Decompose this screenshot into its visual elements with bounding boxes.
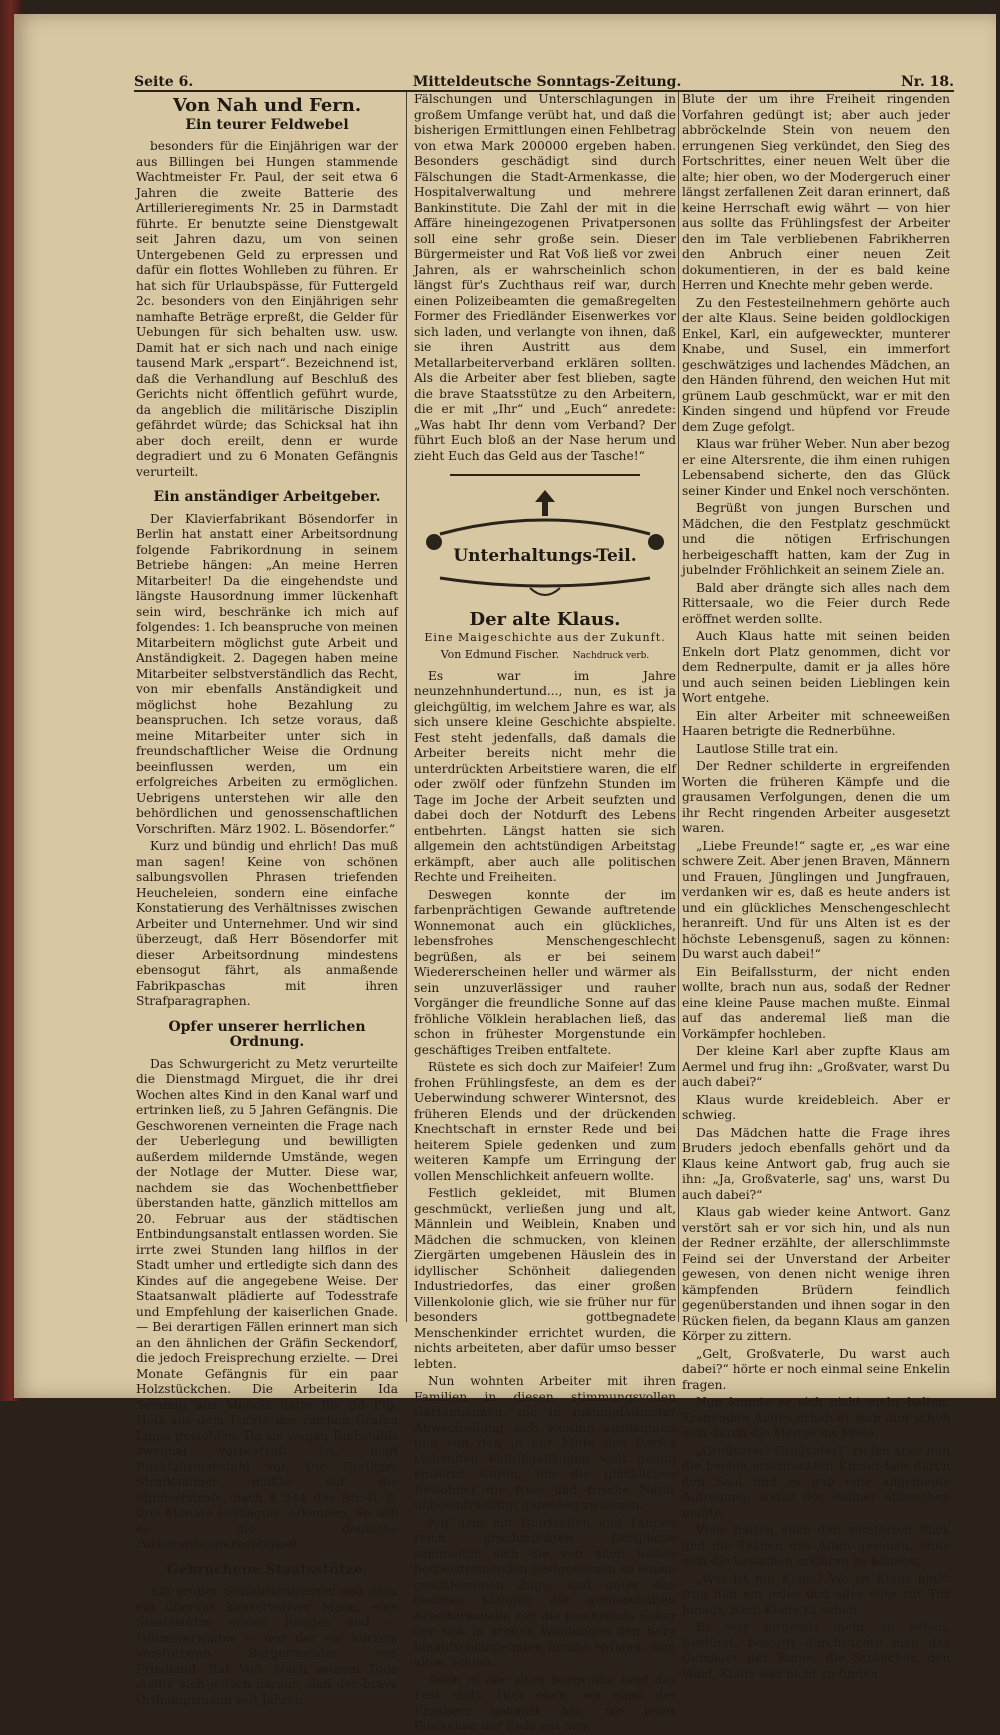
story-paragraph: Begrüßt von jungen Burschen und Mädchen, die den Festplatz geschmückt und die nötigen Erfrischungen herbeigeschafft hatten, kam der Zug in jubelnder Fröhlichkeit an seinem Ziele an. xyxy=(682,501,950,577)
page-header xyxy=(134,60,954,92)
story-byline xyxy=(414,647,676,665)
story-title: Der alte Klaus. xyxy=(469,609,621,630)
reprint-note: Nachdruck verb. xyxy=(572,651,650,661)
story-paragraph: Der kleine Karl aber zupfte Klaus am Aermel und frug ihn: „Großvater, warst Du auch dabei?“ xyxy=(682,1044,950,1089)
story-paragraph: Zu den Festesteilnehmern gehörte auch der alte Klaus. Seine beiden goldlockigen Enkel, Karl, ein aufgeweckter, munterer Knabe, und Susel, ein immerfort geschwätziges und lachendes Mädchen, an den Händen führend, den weichen Hut mit grünem Laub geschmückt, war er mit den Kinden singend und hüpfend vor Freude dem Zuge gefolgt. xyxy=(682,295,950,434)
story-paragraph: Denn in der alten Burgruine fand das Fest statt. Hier oben, wo einst der Fronherr gehaust hat, wo jedes Fleckchen der Erde mit dem xyxy=(414,1672,676,1733)
separator-rule xyxy=(450,474,640,476)
column-3 xyxy=(682,92,950,1681)
story-paragraph: „Liebe Freunde!“ sagte er, „es war eine schwere Zeit. Aber jenen Braven, Männern und Frauen, Jünglingen und Jungfrauen, verdanken wir es, daß es heute anders ist und ein glückliches Menschengeschlecht heranreift. Und für uns Alten ist es der höchste Lebensgenuß, sagen zu können: Du warst auch dabei!“ xyxy=(682,838,950,961)
column-1 xyxy=(136,92,398,1707)
story-paragraph: „Großvater! Großvater!“ riefen aber nun die beiden erschreckten Kinder laut durch den Saal und es gab eine allgemeine Aufregung, sodaß der Redner abbrechen mußte. xyxy=(682,1443,950,1520)
ornament-frame xyxy=(426,490,664,595)
story-paragraph: Klaus war früher Weber. Nun aber bezog er eine Altersrente, die ihm einen ruhigen Lebensabend sicherte, den das Glück seiner Kinder und Enkel noch verschönten. xyxy=(682,437,950,498)
story-paragraph: Blute der um ihre Freiheit ringenden Vorfahren gedüngt ist; aber auch jeder abbröckelnde Stein von neuem den errungenen Sieg verkündet, den Sieg des Fortschrittes, einer neuen Welt über die alte; hier oben, wo der Modergeruch einer längst zerfallenen Zeit daran erinnert, daß keine Herrschaft ewig währt — von hier aus sollte das Frühlingsfest der Arbeiter den im Tale verbliebenen Fabrikherren den Anbruch einer neuen Zeit dokumentieren, in der es bald keine Herren und Knechte mehr geben werde. xyxy=(682,92,950,292)
article-title: Opfer unserer herrlichen Ordnung. xyxy=(168,1018,366,1050)
page-number: Seite 6. xyxy=(134,74,194,90)
story-paragraph: Bald aber drängte sich alles nach dem Rittersaale, wo die Feier durch Rede eröffnet werden sollte. xyxy=(682,580,950,626)
article-title: Gebrochene Staatsstütze. xyxy=(166,1561,368,1578)
story-paragraph: Der Redner schilderte in ergreifenden Worten die früheren Kämpfe und die grausamen Verfolgungen, denen die um ihr Recht ringenden Arbeiter ausgesetzt waren. xyxy=(682,759,950,835)
story-paragraph: Es war im Jahre neunzehnhundertund..., nun, es ist ja gleichgültig, im welchem Jahre es war, als sich unsere kleine Geschichte abspielte. Fest steht jedenfalls, daß damals die Arbeiter bereits nicht mehr die unterdrückten Arbeitstiere waren, die elf oder zwölf oder fünfzehn Stunden im Tage im Joche der Arbeit seufzten und dabei doch der Notdurft des Lebens entbehrten. Längst hatten sie sich allgemein den achtstündigen Arbeitstag erkämpft, aber auch alle politischen Rechte und Freiheiten. xyxy=(414,668,676,884)
story-subtitle: Eine Maigeschichte aus der Zukunft. xyxy=(424,630,666,644)
column-2 xyxy=(414,92,676,1733)
story-paragraph: Es war nirgends mehr zu sehen. Bestürzt, besorgt durchsuchte man das Gemäuer der Ruine, die Sträucher, den Wald, Klaus war nicht zu finden. xyxy=(682,1620,950,1681)
section-title: Von Nah und Fern. xyxy=(172,95,362,116)
article-paragraph: Kurz und bündig und ehrlich! Das muß man sagen! Keine von schönen salbungsvollen Phrasen triefenden Heucheleien, sondern eine einfache Konstatierung des Verhältnisses zwischen Arbeiter und Unternehmer. Und wir sind überzeugt, daß Herr Bösendorfer mit dieser Arbeitsordnung mindestens ebensogut fährt, als anmaßende Fabrikpaschas mit ihren Strafparagraphen. xyxy=(136,839,398,1008)
entertainment-section-ornament xyxy=(420,486,670,606)
story-paragraph: Ein alter Arbeiter mit schneeweißen Haaren betrigte die Rednerbühne. xyxy=(682,708,950,738)
column-rule xyxy=(678,92,679,1322)
story-paragraph: Viele hatten auch den verstörten Blick und die Tränen des Alten gesehen, ohne sich die Ursachen erklären zu können. xyxy=(682,1523,950,1568)
story-paragraph: „Was ist mit Klaus? Wo ist Klaus hin?“ frug nun ein jedes und alles eilte zur Tür hinaus, nach Klaus zu sehen. xyxy=(682,1571,950,1617)
article-paragraph: Fälschungen und Unterschlagungen in großem Umfange verübt hat, und daß die bisherigen Ermittlungen einen Fehlbetrag von etwa Mark 200000 ergeben haben. Besonders geschädigt sind durch Fälschungen die Stadt-Armenkasse, die Hospitalverwaltung und mehrere Bankinstitute. Die Zahl der mit in die Affäre hineingezogenen Privatpersonen soll eine sehr große sein. Dieser Bürgermeister und Rat Voß ließ vor zwei Jahren, als er wahrscheinlich schon längst für's Zuchthaus reif war, durch einen Polizeibeamten die gemaßregelten Former des Friedländer Eisenwerkes vor sich laden, und verlangte von ihnen, daß sie ihren Austritt aus dem Metallarbeiterverband erklären sollten. Als die Arbeiter aber fest blieben, sagte die brave Staatsstütze zu den Arbeitern, die er mit „Ihr“ und „Euch“ anredete: „Was habt Ihr denn vom Verband? Der führt Euch bloß an der Nase herum und zieht Euch das Geld aus der Tasche!“ xyxy=(414,92,676,463)
story-paragraph: Nun konnte er sich nicht mehr halten. Tränenden Auges erhob er sich und schob sich durch die Menge ins Freie. xyxy=(682,1395,950,1440)
column-rule xyxy=(406,92,407,1322)
article-paragraph: Das Schwurgericht zu Metz verurteilte die Dienstmagd Mirguet, die ihr drei Wochen altes Kind in den Kanal warf und ertrinken ließ, zu 5 Jahren Gefängnis. Die Geschworenen verneinten die Frage nach der Ueberlegung und bewilligten außerdem mildernde Umstände, wegen der Notlage der Mutter. Diese war, nachdem sie das Wochenbettfieber überstanden hatte, gänzlich mittellos am 20. Februar aus der städtischen Entbindungsanstalt entlassen worden. Sie irrte zwei Stunden lang hilflos in der Stadt umher und ertledigte sich dann des Kindes auf die angegebene Weise. Der Staatsanwalt plädierte auf Todesstrafe und Empfehlung der kaiserlichen Gnade. — Bei derartigen Fällen erinnert man sich an den ähnlichen der Gräfin Seckendorf, die jedoch Freisprechung erzielte. — Drei Monate Gefängnis für ein paar Holzstückchen. Die Arbeiterin Ida Semmig aus Moholz hatte für 30 Pfg. Holz aus dem Forste des reichen Grafen Lippe gestohlen. Da sie wegen Diebstahls zweimal vorbestraft ist, liegt Rückfallsdiebstahl vor. Die Görlitzer Strafkammer mußte auf die Mindeststrafe, nach § 244 des Str.-G.-B. drei Monate Gefängnis, erkennen. So will es die deutsche Paragraphengerechtigkeit. xyxy=(136,1056,398,1551)
story-paragraph: Auch Klaus hatte mit seinen beiden Enkeln dort Platz genommen, dicht vor dem Rednerpulte, damit er ja alles höre und auch seinen beiden Lieblingen kein Wort entgehe. xyxy=(682,629,950,705)
story-author: Von Edmund Fischer. xyxy=(440,648,560,661)
article-paragraph: Der Klavierfabrikant Bösendorfer in Berlin hat anstatt einer Arbeitsordnung folgende Fabrikordnung in seinem Betriebe hängen: „An meine Herren Mitarbeiter! Da die eingehendste und längste Hausordnung immer lückenhaft sein wird, beschränke ich mich auf folgendes: 1. Ich beanspruche von meinen Mitarbeitern möglichst gute Arbeit und Anständigkeit. 2. Dagegen haben meine Mitarbeiter selbstverständlich das Recht, von mir ebenfalls Anständigkeit und möglichst hohe Bezahlung zu beanspruchen. Ich setze voraus, daß meine Mitarbeiter unter sich in freundschaftlicher Weise die Ordnung beeinflussen werden, um ein erfolgreiches Arbeiten zu ermöglichen. Uebrigens unterstehen wir alle den behördlichen und genossenschaftlichen Vorschriften. März 1902. L. Bösendorfer.“ xyxy=(136,511,398,836)
story-paragraph: Lautlose Stille trat ein. xyxy=(696,741,839,756)
story-paragraph: Auf dem mit Guirlanden und Fahnen reich geschmückten Dorfplatze sammelten sich die von allen Seiten herbeiströmenden Festgenossen zu einem geschlossenen Zuge, und unter den lustigen Klängen der gutgeschulten Arbeiterkapelle zog die jauchzende Schar der sich in großen Windungen den Berg hinaufschlängelnden Straße entlang, zum alten Schloß. xyxy=(414,1515,676,1669)
article-title: Ein anständiger Arbeitgeber. xyxy=(153,489,381,505)
story-paragraph: „Gelt, Großvaterle, Du warst auch dabei?“ hörte er noch einmal seine Enkelin fragen. xyxy=(682,1346,950,1392)
article-paragraph: Ein großer Sozialistenfresser und dazu ein überaus konservativer Mann, eine Staatsstütze ersten Ranges und — Polizeiverwalter — war der vor kurzem verstorbene Bürgermeister von Friedland, Rat Voß. Nach seinem Tode stellte sich jedoch heraus, daß der brave Ordnungsmann seit Jahren xyxy=(136,1584,398,1707)
ornament-title: Unterhaltungs-Teil. xyxy=(453,546,637,566)
story-paragraph: Rüstete es sich doch zur Maifeier! Zum frohen Frühlingsfeste, an dem es der Ueberwindung schwerer Wintersnot, des früheren Elends und der drückenden Knechtschaft in ernster Rede und bei heiterem Spiele gedenken und zum weiteren Kampfe um Erringung der vollen Menschlichkeit anfeuern wollte. xyxy=(414,1060,676,1183)
story-paragraph: Klaus wurde kreidebleich. Aber er schwieg. xyxy=(682,1092,950,1122)
story-paragraph: Das Mädchen hatte die Frage ihres Bruders jedoch ebenfalls gehört und da Klaus keine Antwort gab, frug auch sie ihn: „Ja, Großvaterle, sag' uns, warst Du auch dabei?“ xyxy=(682,1125,950,1202)
story-paragraph: Festlich gekleidet, mit Blumen geschmückt, verließen jung und alt, Männlein und Weiblein, Knaben und Mädchen die schmucken, von kleinen Ziergärten umgebenen Häuslein des in idyllischer Schönheit daliegenden Industriedorfes, das einer großen Villenkolonie glich, wie sie früher nur für besonders gottbegnadete Menschenkinder errichtet wurden, die nichts arbeiteten, aber dafür umso besser lebten. xyxy=(414,1186,676,1371)
story-paragraph: Klaus gab wieder keine Antwort. Ganz verstört sah er vor sich hin, und als nun der Redner erzählte, der allerschlimmste Feind sei der Unverstand der Arbeiter gewesen, von denen nicht wenige ihren kämpfenden Brüdern feindlich gegenüberstanden und ihnen sogar in den Rücken fielen, da begann Klaus am ganzen Körper zu zittern. xyxy=(682,1205,950,1343)
newspaper-title: Mitteldeutsche Sonntags-Zeitung. xyxy=(412,74,682,90)
issue-number: Nr. 18. xyxy=(901,74,954,90)
story-paragraph: Ein Beifallssturm, der nicht enden wollte, brach nun aus, sodaß der Redner eine kleine Pause machen mußte. Einmal auf das anderemal ließ man die Vorkämpfer hochleben. xyxy=(682,964,950,1041)
article-title: Ein teurer Feldwebel xyxy=(185,116,349,133)
article-paragraph: besonders für die Einjährigen war der aus Billingen bei Hungen stammende Wachtmeister Fr. Paul, der seit etwa 6 Jahren die zweite Batterie des Artillerieregiments Nr. 25 in Darmstadt führte. Er benutzte seine Dienstgewalt seit Jahren dazu, um von seinen Untergebenen Geld zu erpressen und dafür ein flottes Wohlleben zu führen. Er hat sich für Urlaubspässe, für Futtergeld 2c. besonders von den Einjährigen sehr namhafte Beträge erpreßt, die Gelder für Uebungen für sich behalten usw. usw. Damit hat er sich nach und nach einige tausend Mark „erspart“. Bezeichnend ist, daß die Verhandlung auf Beschluß des Gerichts nicht öffentlich geführt wurde, da angeblich die militärische Disziplin gefährdet würde; das Schicksal hat ihn aber doch ereilt, denn er wurde degradiert und zu 6 Monaten Gefängnis verurteilt. xyxy=(136,139,398,479)
story-paragraph: Deswegen konnte der im farbenprächtigen Gewande auftretende Wonnemonat auch ein glückliches, lebensfrohes Menschengeschlecht begrüßen, als er bei seinem Wiedererscheinen heller und wärmer als sein unzuverlässiger und rauher Vorgänger die freundliche Sonne auf das fröhliche Völklein herablachen ließ, das schon in frühester Morgenstunde ein geschäftiges Treiben entfaltete. xyxy=(414,887,676,1057)
story-paragraph: Nun wohnten Arbeiter mit ihren Familien in diesen stimmungsvollen Gartenheimen, die in mannigfaltigster Abwechselung sich weithin ausdehnten und von den in der Mitte des Dorfes stehenden Fabrikgebäuden weit genug entfernt waren, um die glücklichen Bewohner die freie und frische Natur unbeeinträchtigt genießen zu lassen. xyxy=(414,1374,676,1512)
